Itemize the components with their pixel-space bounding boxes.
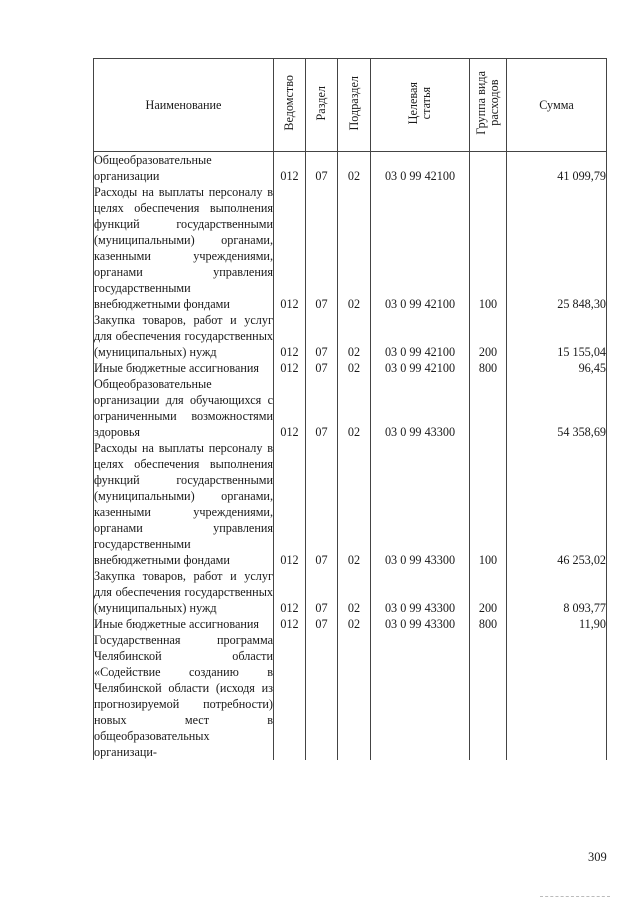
row-target: 03 0 99 43300 — [371, 616, 470, 632]
row-sum: 46 253,02 — [507, 440, 607, 568]
row-sum: 15 155,04 — [507, 312, 607, 360]
header-group — [470, 59, 507, 152]
header-target — [371, 59, 470, 152]
row-podrazdel: 02 — [338, 440, 371, 568]
row-name: Общеобразовательные организации — [94, 152, 274, 185]
row-razdel: 07 — [306, 440, 338, 568]
scan-artifact-line — [540, 896, 610, 897]
row-group: 100 — [470, 440, 507, 568]
row-vedomstvo: 012 — [274, 312, 306, 360]
table-row — [94, 152, 607, 185]
header-razdel — [306, 59, 338, 152]
header-name: Наименование — [94, 59, 274, 152]
header-podrazdel-text: Подраздел — [346, 75, 361, 131]
row-podrazdel — [338, 632, 371, 760]
row-target: 03 0 99 43300 — [371, 376, 470, 440]
row-sum: 25 848,30 — [507, 184, 607, 312]
row-target: 03 0 99 42100 — [371, 360, 470, 376]
row-target: 03 0 99 42100 — [371, 184, 470, 312]
row-sum: 8 093,77 — [507, 568, 607, 616]
row-name: Иные бюджетные ассигнования — [94, 616, 274, 632]
header-vedomstvo-text: Ведомство — [282, 75, 296, 131]
table-row — [94, 312, 607, 360]
row-group: 200 — [470, 568, 507, 616]
row-podrazdel: 02 — [338, 376, 371, 440]
header-podrazdel — [338, 59, 371, 152]
row-podrazdel: 02 — [338, 616, 371, 632]
row-name: Закупка товаров, работ и услуг для обеспечения государственных (муниципальных) нужд — [94, 313, 273, 359]
row-razdel: 07 — [306, 376, 338, 440]
row-group: 800 — [470, 360, 507, 376]
row-vedomstvo: 012 — [274, 440, 306, 568]
row-group — [470, 152, 507, 185]
row-razdel: 07 — [306, 184, 338, 312]
row-name: Закупка товаров, работ и услуг для обеспечения государственных (муниципальных) нужд — [94, 569, 273, 615]
header-vedomstvo — [274, 59, 306, 152]
table-row — [94, 184, 607, 312]
row-group — [470, 376, 507, 440]
row-group: 100 — [470, 184, 507, 312]
row-vedomstvo: 012 — [274, 152, 306, 185]
table-row — [94, 616, 607, 632]
row-sum — [507, 632, 607, 760]
row-sum: 41 099,79 — [507, 152, 607, 185]
row-vedomstvo: 012 — [274, 616, 306, 632]
row-sum: 96,45 — [507, 360, 607, 376]
row-vedomstvo: 012 — [274, 568, 306, 616]
row-sum: 11,90 — [507, 616, 607, 632]
row-target — [371, 632, 470, 760]
row-vedomstvo: 012 — [274, 376, 306, 440]
table-row — [94, 568, 607, 616]
row-razdel: 07 — [306, 360, 338, 376]
row-podrazdel: 02 — [338, 312, 371, 360]
row-vedomstvo: 012 — [274, 184, 306, 312]
table-row — [94, 632, 607, 760]
row-group: 200 — [470, 312, 507, 360]
row-target: 03 0 99 43300 — [371, 440, 470, 568]
budget-table — [93, 58, 607, 760]
row-razdel: 07 — [306, 568, 338, 616]
table-row — [94, 440, 607, 568]
row-podrazdel: 02 — [338, 360, 371, 376]
page-number: 309 — [588, 850, 607, 864]
row-sum: 54 358,69 — [507, 376, 607, 440]
table-row — [94, 360, 607, 376]
row-target: 03 0 99 42100 — [371, 312, 470, 360]
row-target: 03 0 99 43300 — [371, 568, 470, 616]
table-header-row — [94, 59, 607, 152]
row-name: Расходы на выплаты персоналу в целях обеспечения выполнения функций государственными (муниципальными) органами, казенными учреждениями, органами управления государственными внебюджетными фондами — [94, 185, 273, 311]
row-name: Общеобразовательные организации для обучающихся с ограниченными возможностями здоровья — [94, 377, 273, 439]
row-vedomstvo: 012 — [274, 360, 306, 376]
header-group-text: Группа вида расходов — [474, 71, 501, 135]
row-target: 03 0 99 42100 — [371, 152, 470, 185]
row-name: Расходы на выплаты персоналу в целях обеспечения выполнения функций государственными (муниципальными) органами, казенными учреждениями, органами управления государственными внебюджетными фондами — [94, 441, 273, 567]
row-name: Иные бюджетные ассигнования — [94, 360, 274, 376]
row-vedomstvo — [274, 632, 306, 760]
row-razdel — [306, 632, 338, 760]
row-podrazdel: 02 — [338, 152, 371, 185]
row-podrazdel: 02 — [338, 184, 371, 312]
row-razdel: 07 — [306, 152, 338, 185]
header-razdel-text: Раздел — [314, 85, 328, 121]
row-name: Государственная программа Челябинской области «Содействие созданию в Челябинской области (исходя из прогнозируемой потребности) новых мест в общеобразовательных организаци- — [94, 633, 273, 759]
row-razdel: 07 — [306, 616, 338, 632]
row-group — [470, 632, 507, 760]
row-group: 800 — [470, 616, 507, 632]
header-target-text: Целевая статья — [406, 81, 433, 125]
row-razdel: 07 — [306, 312, 338, 360]
header-sum: Сумма — [507, 59, 607, 152]
row-podrazdel: 02 — [338, 568, 371, 616]
table-row — [94, 376, 607, 440]
